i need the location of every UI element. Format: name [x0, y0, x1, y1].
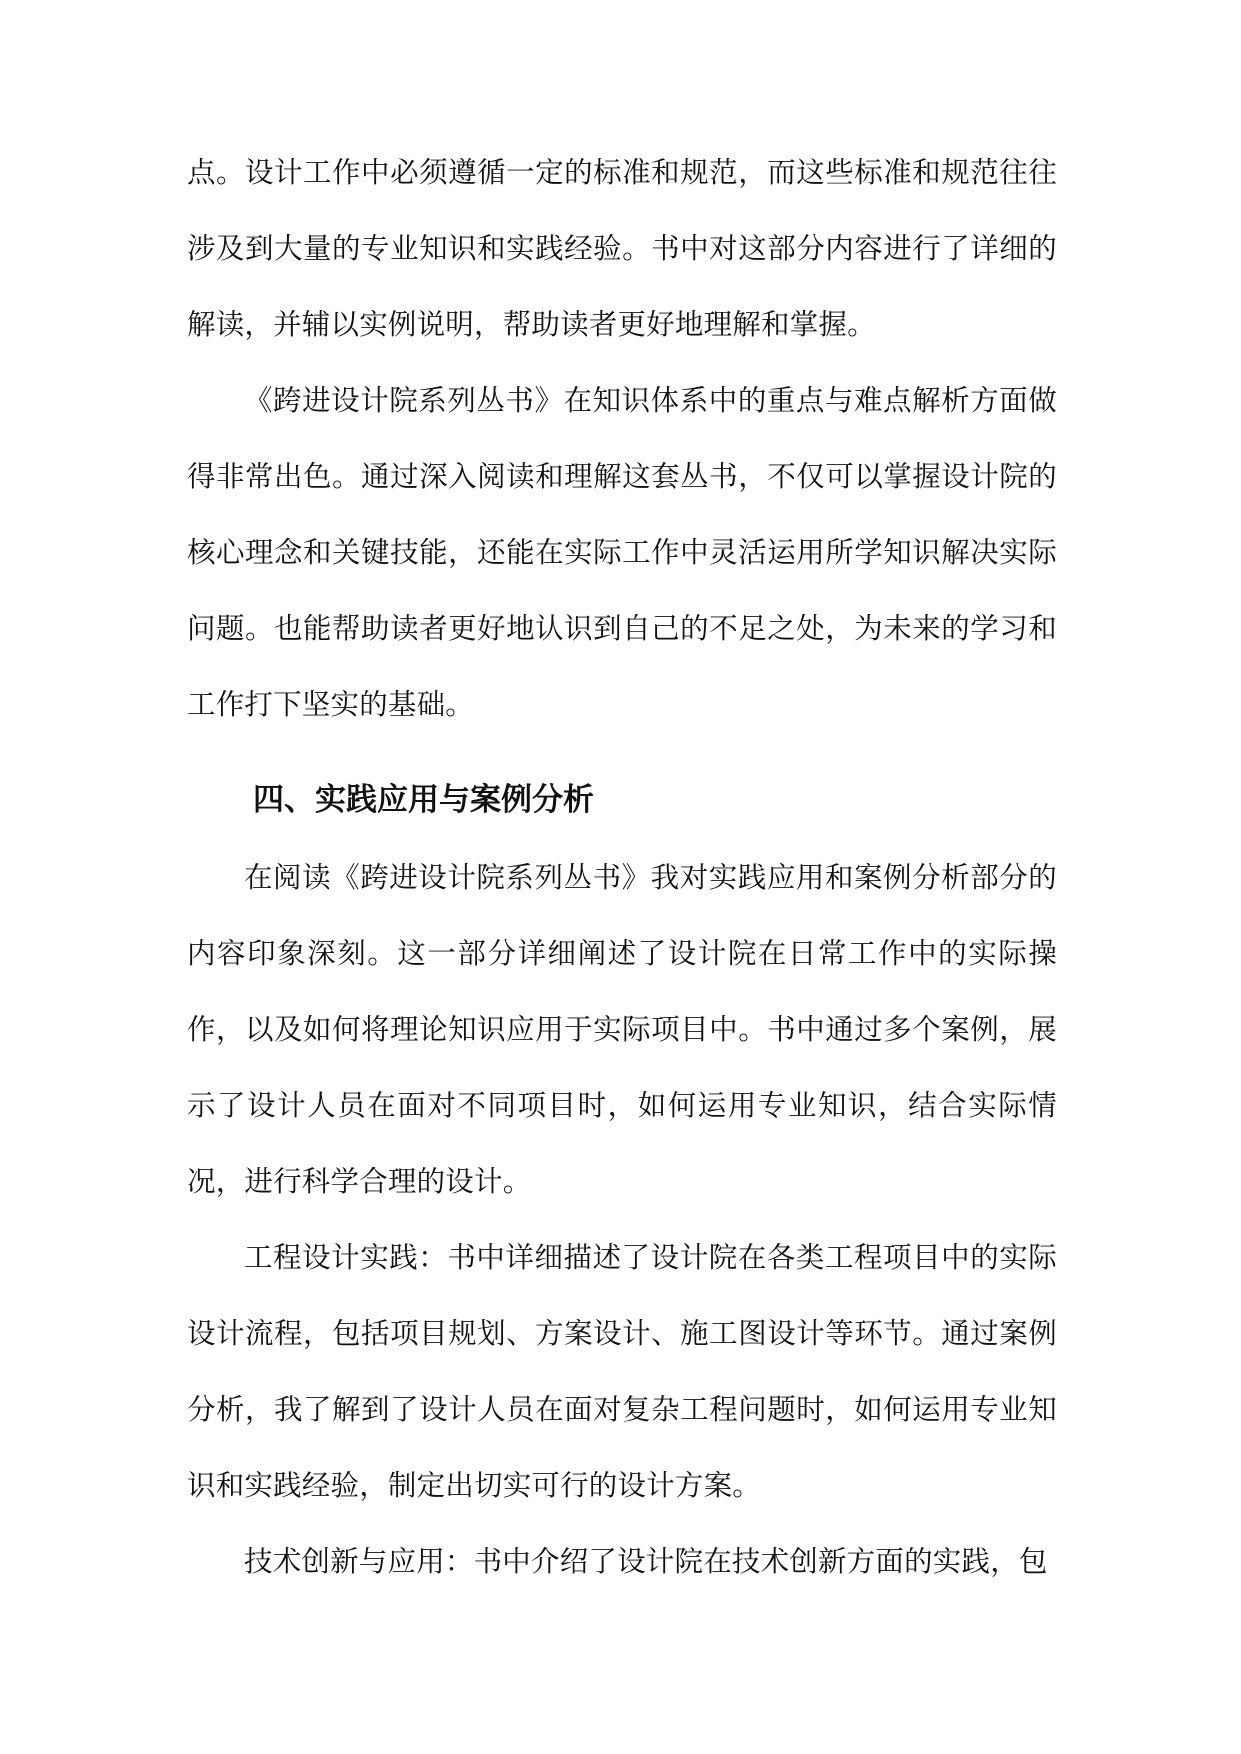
- paragraph-practice-intro: 在阅读《跨进设计院系列丛书》我对实践应用和案例分析部分的内容印象深刻。这一部分详细阐述了设计院在日常工作中的实际操作，以及如何将理论知识应用于实际项目中。书中通过多个案例，展示了设计人员在面对不同项目时，如何运用专业知识，结合实际情况，进行科学合理的设计。: [187, 861, 1057, 1198]
- paragraph-continuation: 点。设计工作中必须遵循一定的标准和规范，而这些标准和规范往往涉及到大量的专业知识和实践经验。书中对这部分内容进行了详细的解读，并辅以实例说明，帮助读者更好地理解和掌握。: [187, 156, 1057, 341]
- paragraph-tech-innovation: 技术创新与应用：书中介绍了设计院在技术创新方面的实践，包: [244, 1545, 1048, 1578]
- paragraph-knowledge-summary: 《跨进设计院系列丛书》在知识体系中的重点与难点解析方面做得非常出色。通过深入阅读和理解这套丛书，不仅可以掌握设计院的核心理念和关键技能，还能在实际工作中灵活运用所学知识解决实际问题。也能帮助读者更好地认识到自己的不足之处，为未来的学习和工作打下坚实的基础。: [187, 384, 1057, 721]
- paragraph-engineering-practice: 工程设计实践：书中详细描述了设计院在各类工程项目中的实际设计流程，包括项目规划、方案设计、施工图设计等环节。通过案例分析，我了解到了设计人员在面对复杂工程问题时，如何运用专业知识和实践经验，制定出切实可行的设计方案。: [187, 1241, 1057, 1502]
- section-heading: 四、实践应用与案例分析: [253, 782, 594, 818]
- document-body: [187, 135, 1057, 1600]
